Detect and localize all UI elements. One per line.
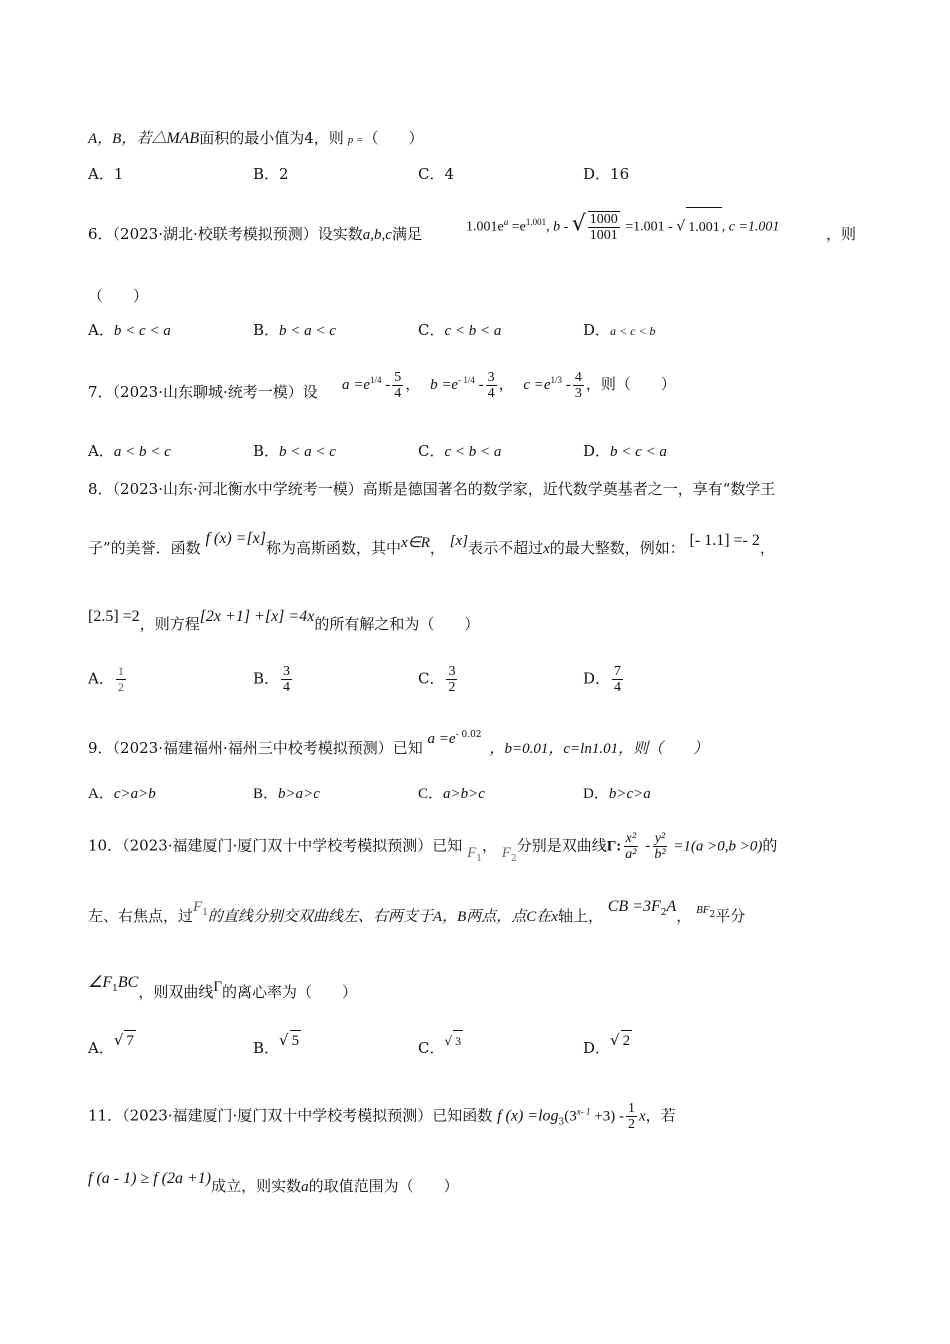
text-fragment: A． [88,321,114,339]
text-fragment: B． [253,165,280,183]
text-fragment: 2 [627,1117,635,1132]
text-fragment: D． [583,442,611,460]
text-fragment: ，则双曲线 [138,983,214,1001]
text-fragment: ∠F [88,974,113,991]
q7-definitions: $a =e^{1/4}$ - $\frac{5}{4}$ ， $b =e^{- 1/4}$ - $\frac{3}{4}$ ， $c =e^{1/3}$ - $\frac{4}{3}$ ，则（ ） [342,370,676,402]
q7-stem [88,382,318,402]
text-fragment: c =e [523,377,551,393]
text-fragment: B． [253,321,280,339]
text-fragment: 分别是双曲线 [516,836,607,855]
text-fragment: 4 [487,386,495,402]
q6-stem [88,224,422,245]
q6-stem-tail [826,224,856,244]
text-fragment: 1 [112,984,118,994]
q5-option-c[interactable] [418,164,454,184]
text-fragment: 2 [709,910,716,920]
text-fragment: ，则方程 [139,615,200,633]
text-fragment: 的取值范围为（ ） [308,1177,459,1195]
text-fragment: 7 [124,1030,136,1051]
text-fragment: 1.001 [525,217,547,227]
text-fragment: 4 [444,165,455,183]
text-fragment: BF [696,904,710,916]
text-fragment: a < c < b [610,324,656,338]
text-fragment: =1.001 - [621,219,673,235]
text-fragment: , c =1.001 [721,219,780,235]
text-fragment: MAB [166,130,200,147]
q10-option-b[interactable]: B．√ 5 [253,1031,300,1057]
text-fragment: f (a - 1) ≥ f (2a +1) [88,1170,212,1187]
q9-option-c[interactable] [418,784,485,804]
q8-option-d[interactable] [583,664,625,695]
text-fragment: [- 1.1] =- 2 [689,532,760,549]
text-fragment: B． [253,669,280,688]
q10-option-d[interactable]: D．√ 2 [583,1031,631,1057]
text-fragment: 的 [762,836,778,855]
q5-option-d[interactable] [583,164,629,184]
text-fragment: 7． [88,383,113,401]
q9-option-b[interactable] [253,784,320,804]
q5-option-a[interactable] [88,164,123,184]
text-fragment: BC [117,974,139,991]
text-fragment: 9． [88,739,113,757]
text-fragment: A [666,898,677,915]
text-fragment: a [503,217,509,227]
text-fragment: 6． [88,225,113,243]
text-fragment: 8．（2023·山东·河北衡水中学统考一模）高斯是德国著名的数学家，近代数学奠基者之一，享有“数学王 [88,480,776,498]
text-fragment: 16 [610,165,630,183]
text-fragment: F [467,844,477,861]
text-fragment: Γ: [606,838,622,855]
text-fragment: 左、右焦点，过 [88,907,194,925]
text-fragment: （2023·湖北·校联考模拟预测）设实数 [112,225,363,243]
text-fragment: b < c < a [610,444,667,460]
q11-stem-line1 [88,1101,676,1133]
text-fragment: [2.5] =2 [88,608,140,625]
text-fragment: b>c>a [608,786,651,802]
text-fragment: F [193,899,203,915]
q10-stem-line2 [88,898,746,933]
text-fragment: 4 [283,680,291,695]
text-fragment: , b - [546,219,569,235]
text-fragment: 10． [88,836,123,855]
text-fragment: 1 [113,165,124,183]
text-fragment: - 0.02 [455,730,482,740]
text-fragment: a² [625,847,637,862]
text-fragment: b < a < c [279,444,336,460]
text-fragment: 1 [117,664,124,678]
text-fragment: 轴上， [557,907,603,925]
q6-option-a[interactable] [88,320,171,341]
q7-option-b[interactable] [253,441,336,462]
text-fragment: 平分 [715,907,746,925]
text-fragment: 面积的最小值为4，则 [199,129,344,147]
text-fragment: C． [418,442,445,460]
text-fragment: 的最大整数，例如： [549,539,685,557]
q7-option-a[interactable] [88,441,171,462]
text-fragment: 5 [394,370,402,386]
text-fragment: （ ） [363,129,424,147]
text-fragment: 1000 [589,212,618,228]
text-fragment: 1/3 [550,375,563,385]
q8-option-b[interactable] [253,664,294,695]
q7-option-d[interactable] [583,441,667,462]
q6-condition-formula: $1.001e^a =e^{1.001}$, b - √ $\frac{1000}{1001}$ =1.001 - √ 1.001 , c =1.001 [466,202,779,248]
text-fragment: 11． [88,1106,123,1125]
text-fragment: x² [625,831,637,846]
q8-stem-line2 [88,530,775,559]
text-fragment: - [640,836,651,855]
text-fragment: 4 [394,386,402,402]
text-fragment: C． [418,1039,445,1057]
text-fragment: (3 [564,1108,577,1125]
q5-stem-end [88,128,423,150]
text-fragment: 2 [448,680,456,695]
text-fragment: （2023·山东聊城·统考一模）设 [112,383,318,401]
text-fragment: （2023·福建厦门·厦门双十中学校考模拟预测）已知 [122,836,463,855]
q8-stem-line3 [88,608,480,635]
q8-option-a[interactable] [88,664,128,695]
text-fragment: A． [88,786,114,802]
text-fragment: 满足 [391,225,422,243]
text-fragment: 的所有解之和为（ ） [314,615,480,633]
text-fragment: b>a>c [278,786,320,802]
text-fragment: C． [418,321,445,339]
text-fragment: x∈R [401,535,430,551]
text-fragment: CB =3F [607,898,661,915]
text-fragment: ， [759,539,775,557]
text-fragment: A． [88,669,114,688]
text-fragment: D． [583,165,611,183]
text-fragment: 1001 [589,228,618,244]
text-fragment: 1 [202,908,208,918]
text-fragment: 3 [574,386,582,402]
text-fragment: ，若 [645,1106,676,1125]
text-fragment: 2 [117,680,124,694]
q10-stem-line3 [88,974,358,1009]
q6-option-c[interactable] [418,320,501,341]
text-fragment: a,b,c [362,227,392,243]
text-fragment: 的离心率为（ ） [222,983,358,1001]
text-fragment: f (x) =log [497,1107,559,1125]
text-fragment: [x] [449,533,469,549]
text-fragment: x- 1 [576,1106,591,1117]
text-fragment: ，则 [826,225,857,243]
text-fragment: B． [253,442,280,460]
text-fragment: 2 [621,1030,633,1051]
text-fragment: c < b < a [444,323,502,339]
text-fragment: y² [654,831,666,846]
text-fragment: 3 [453,1030,463,1051]
text-fragment: A． [88,442,114,460]
text-fragment: D． [583,669,611,688]
q9-option-a[interactable] [88,784,156,804]
text-fragment: 1 [476,853,482,864]
text-fragment: A，B，若△ [88,131,167,147]
q10-option-a[interactable]: A．√ 7 [88,1031,134,1057]
text-fragment: =1(a >0,b >0) [669,838,763,855]
text-fragment: 的直线分别交双曲线左、右两支于A，B两点，点C在 [207,909,552,925]
text-fragment: 2 [279,165,289,183]
text-fragment: [2x +1] +[x] =4x [199,608,315,625]
text-fragment: b < a < c [279,323,336,339]
text-fragment: B． [253,786,279,802]
text-fragment: ， [429,539,445,557]
text-fragment: b =e [430,377,459,393]
text-fragment: x [638,1108,646,1125]
q8-stem-line1 [88,479,775,499]
q6-option-b[interactable] [253,320,336,341]
text-fragment: a =e [342,377,371,393]
text-fragment: a =e [427,731,456,747]
text-fragment: （2023·福建厦门·厦门双十中学校考模拟预测）已知函数 [122,1106,493,1125]
text-fragment: D． [583,321,611,339]
text-fragment: A． [88,165,114,183]
text-fragment: x [551,909,558,925]
text-fragment: +3) - [590,1108,624,1125]
text-fragment: 3 [448,664,456,679]
text-fragment: f (x) =[x] [205,530,267,547]
text-fragment: - 1/4 [458,375,475,385]
text-fragment: C． [418,669,445,688]
text-fragment: c>a>b [113,786,156,802]
text-fragment: p = [347,134,364,146]
text-fragment: =e [508,219,526,235]
text-fragment: 1 [627,1101,635,1116]
q9-stem [88,730,709,759]
text-fragment: C． [418,786,444,802]
text-fragment: b² [654,847,666,862]
text-fragment: ， [676,907,692,925]
q6-option-d[interactable] [583,320,656,341]
text-fragment: B． [253,1039,280,1057]
text-fragment: c < b < a [444,444,502,460]
q7-option-c[interactable] [418,441,501,462]
text-fragment: b < c < a [113,323,171,339]
text-fragment: ，则（ ） [585,377,676,393]
q11-stem-line2 [88,1170,459,1197]
text-fragment: 4 [574,370,582,386]
text-fragment: 2 [510,853,517,864]
q8-option-c[interactable] [418,664,459,695]
q9-option-d[interactable] [583,784,651,804]
q10-stem-line1 [88,831,777,863]
text-fragment: A． [88,1039,114,1057]
text-fragment: 子”的美誉．函数 [88,539,201,557]
q10-option-c[interactable]: C．$^{√ 3}$ [418,1038,463,1059]
text-fragment: 表示不超过 [468,539,544,557]
text-fragment: ，b=0.01，c=ln1.01，则（ ） [489,741,709,757]
text-fragment: C． [418,165,445,183]
text-fragment: 1.001 [686,207,722,248]
q5-option-b[interactable] [253,164,289,184]
text-fragment: Γ [213,979,222,995]
text-fragment: 称为高斯函数，其中 [266,539,402,557]
text-fragment: （ ） [88,287,149,305]
text-fragment: 1/4 [370,375,382,385]
text-fragment: a [301,1179,309,1195]
text-fragment: D． [583,786,609,802]
text-fragment: 1.001e [466,219,504,235]
text-fragment: 3 [487,370,495,386]
text-fragment: 5 [290,1030,302,1051]
text-fragment: a>b>c [443,786,485,802]
text-fragment: （2023·福建福州·福州三中校考模拟预测）已知 [112,739,423,757]
text-fragment: 成立，则实数 [211,1177,302,1195]
text-fragment: 7 [614,664,622,679]
text-fragment: 3 [558,1117,565,1128]
text-fragment: 4 [614,680,622,695]
text-fragment: D． [583,1039,611,1057]
text-fragment: a < b < c [113,444,171,460]
q6-answer-paren [88,286,148,306]
text-fragment: 3 [283,664,291,679]
text-fragment: x [543,541,550,557]
text-fragment: 2 [660,908,667,918]
text-fragment: ， [482,836,498,855]
text-fragment: F [501,844,511,861]
